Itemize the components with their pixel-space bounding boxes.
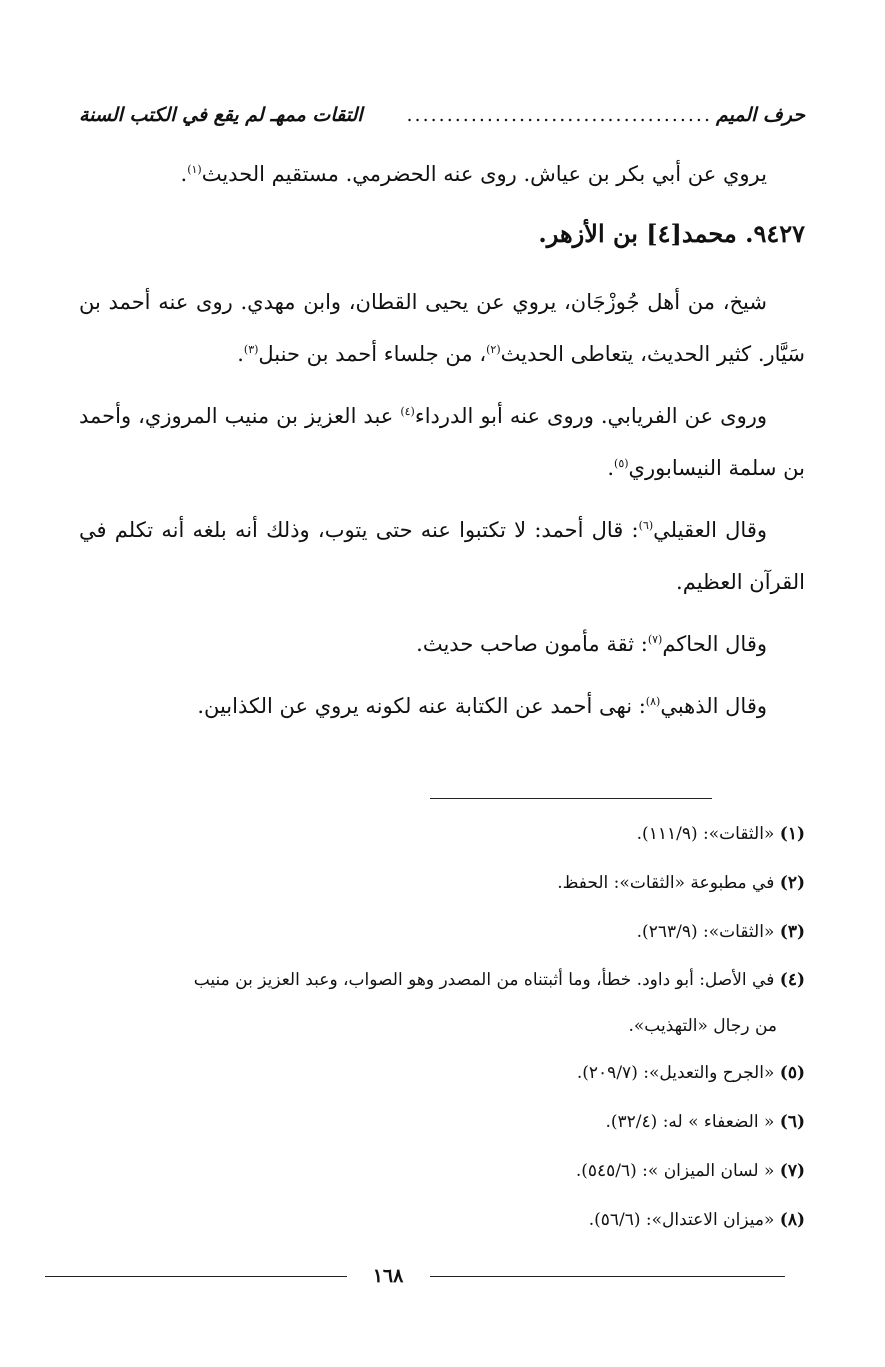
footnote-5: (٥) «الجرح والتعديل»: (٢٠٩/٧). bbox=[576, 1063, 805, 1083]
footnote-6: (٦) « الضعفاء » له: (٣٢/٤). bbox=[605, 1112, 805, 1132]
folio bbox=[45, 1262, 785, 1292]
footnote-ref: (٤) bbox=[400, 405, 415, 418]
paragraph-1: شيخ، من أهل جُوزْجَان، يروي عن يحيى القطان، وابن مهدي. روى عنه أحمد بن سَيَّار. كثير الحديث، يتعاطى الحديث$^{(٢)}$، من جلساء أحمد بن حنبل$^{(٣)}$. bbox=[79, 290, 805, 366]
running-head-dots: ...................................... bbox=[406, 104, 713, 126]
folio-rule-left bbox=[45, 1276, 347, 1277]
footnote-ref: (٧) bbox=[647, 633, 663, 646]
running-head-section: حرف الميم bbox=[716, 104, 805, 126]
page-number: ١٦٨ bbox=[372, 1265, 404, 1287]
footnote-7: (٧) « لسان الميزان »: (٥٤٥/٦). bbox=[575, 1161, 805, 1181]
footnote-8: (٨) «ميزان الاعتدال»: (٥٦/٦). bbox=[588, 1210, 805, 1230]
footnote-ref: (٦) bbox=[638, 519, 654, 532]
footnote-1: (١) «الثقات»: (١١١/٩). bbox=[636, 824, 805, 844]
folio-rule-right bbox=[430, 1276, 785, 1277]
paragraph-5: وقال الذهبي$^{(٨)}$: نهى أحمد عن الكتابة عنه لكونه يروي عن الكذابين. bbox=[197, 694, 767, 718]
footnote-2: (٢) في مطبوعة «الثقات»: الحفظ. bbox=[557, 873, 805, 893]
running-head bbox=[79, 104, 805, 126]
footnote-4: (٤) في الأصل: أبو داود. خطأ، وما أثبتناه من المصدر وهو الصواب، وعبد العزيز بن منيب من رجال «التهذيب». bbox=[193, 970, 805, 1036]
footnote-ref: (٢) bbox=[486, 343, 501, 356]
footnote-ref: (٨) bbox=[645, 695, 661, 708]
footnote-ref: (١) bbox=[187, 163, 202, 176]
running-head-title: التقات ممهـ لم يقع في الكتب السنة bbox=[79, 104, 363, 126]
body-text bbox=[79, 148, 805, 732]
footnote-ref: (٣) bbox=[243, 343, 259, 356]
entry-number: ٩٤٢٧. bbox=[745, 219, 805, 248]
footnote-separator bbox=[430, 798, 712, 799]
paragraph-3: وقال العقيلي$^{(٦)}$: قال أحمد: لا تكتبوا عنه حتى يتوب، وذلك أنه بلغه أنه تكلم في القرآن العظيم. bbox=[79, 518, 805, 594]
entry-name: محمد[٤] بن الأزهر. bbox=[538, 219, 737, 248]
footnote-3: (٣) «الثقات»: (٢٦٣/٩). bbox=[636, 922, 805, 942]
footnotes bbox=[65, 810, 805, 1245]
footnote-ref: (٥) bbox=[614, 457, 629, 470]
paragraph-2: وروى عن الفريابي. وروى عنه أبو الدرداء$^{(٤)}$ عبد العزيز بن منيب المروزي، وأحمد بن سلمة النيسابوري$^{(٥)}$. bbox=[79, 404, 805, 480]
paragraph-4: وقال الحاكم$^{(٧)}$: ثقة مأمون صاحب حديث. bbox=[416, 632, 767, 656]
continuation-line: يروي عن أبي بكر بن عياش. روى عنه الحضرمي. مستقيم الحديث$^{(١)}$. bbox=[180, 162, 767, 186]
entry-heading bbox=[79, 208, 805, 260]
